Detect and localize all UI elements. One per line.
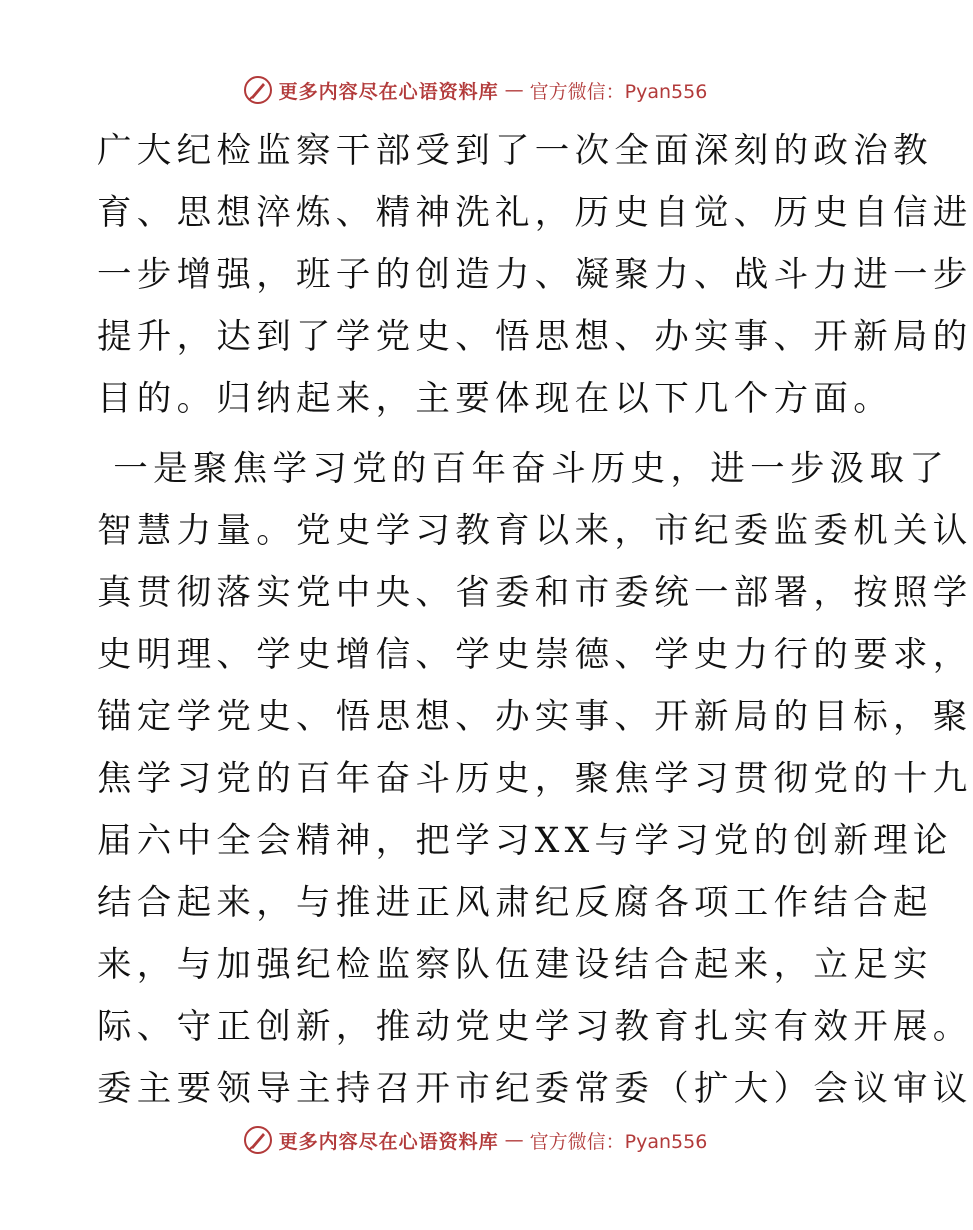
footer-banner-dash: — xyxy=(504,1129,524,1151)
text-line: 史明理、学史增信、学史崇德、学史力行的要求， xyxy=(97,635,973,675)
header-banner-dash: — xyxy=(504,79,524,101)
text-line: 锚定学党史、悟思想、办实事、开新局的目标，聚 xyxy=(97,697,973,737)
paragraph-1 xyxy=(97,120,973,430)
footer-banner xyxy=(0,1120,950,1160)
text-line: 焦学习党的百年奋斗历史，聚焦学习贯彻党的十九 xyxy=(97,759,973,799)
header-banner-text: 更多内容尽在心语资料库 xyxy=(278,80,499,103)
text-line: 目的。归纳起来，主要体现在以下几个方面。 xyxy=(97,379,893,419)
quill-pen-logo-icon xyxy=(243,1125,273,1155)
text-line: 真贯彻落实党中央、省委和市委统一部署，按照学 xyxy=(97,573,973,613)
text-line: 育、思想淬炼、精神洗礼，历史自觉、历史自信进 xyxy=(97,193,973,233)
header-wechat-id: 官方微信：Pyan556 xyxy=(529,80,708,103)
text-line: 结合起来，与推进正风肃纪反腐各项工作结合起 xyxy=(97,883,933,923)
text-line: 提升，达到了学党史、悟思想、办实事、开新局的 xyxy=(97,317,973,357)
text-line: 来，与加强纪检监察队伍建设结合起来，立足实 xyxy=(97,945,933,985)
footer-banner-text: 更多内容尽在心语资料库 xyxy=(278,1130,499,1153)
document-body xyxy=(97,120,973,1120)
text-line: 一是聚焦学习党的百年奋斗历史，进一步汲取了 xyxy=(97,449,950,489)
text-line: 委主要领导主持召开市纪委常委（扩大）会议审议 xyxy=(97,1069,973,1109)
text-line: 届六中全会精神，把学习XX与学习党的创新理论 xyxy=(97,821,953,861)
text-line: 际、守正创新，推动党史学习教育扎实有效开展。 xyxy=(97,1007,973,1047)
footer-wechat-id: 官方微信：Pyan556 xyxy=(529,1130,708,1153)
header-banner xyxy=(0,70,950,110)
quill-pen-logo-icon xyxy=(243,75,273,105)
text-line: 一步增强，班子的创造力、凝聚力、战斗力进一步 xyxy=(97,255,973,295)
paragraph-2 xyxy=(97,438,973,1120)
text-line: 智慧力量。党史学习教育以来，市纪委监委机关认 xyxy=(97,511,973,551)
text-line: 广大纪检监察干部受到了一次全面深刻的政治教 xyxy=(97,131,933,171)
